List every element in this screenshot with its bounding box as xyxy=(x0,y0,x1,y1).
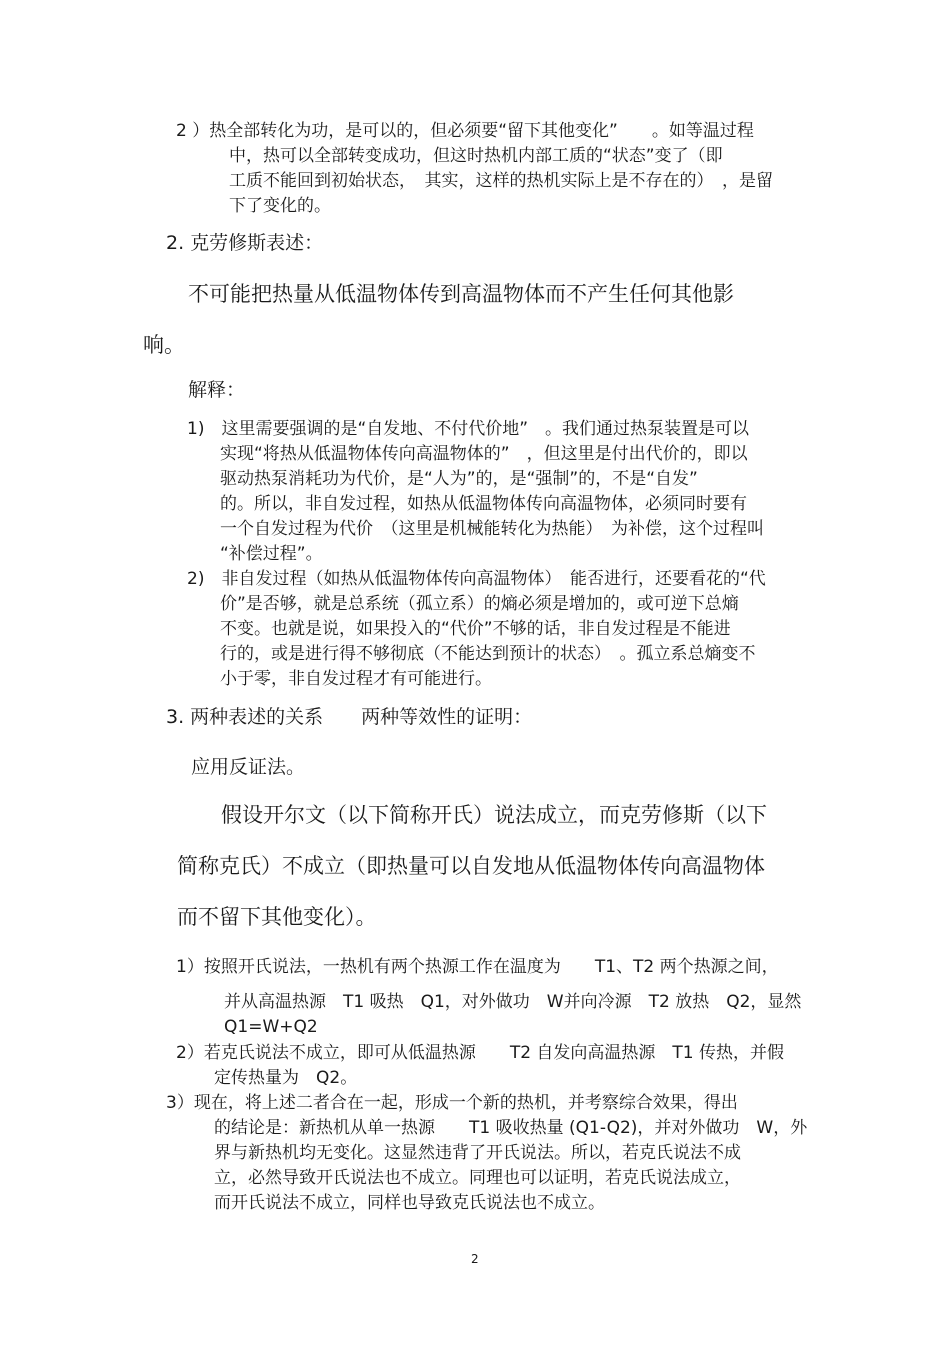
text-line: 实现“将热从低温物体传向高温物体的” ，但这里是付出代价的，即以 xyxy=(220,444,748,464)
text-line: 1) 这里需要强调的是“自发地、不付代价地” 。我们通过热泵装置是可以 xyxy=(187,419,750,439)
text-line: 并从高温热源 T1 吸热 Q1，对外做功 W并向冷源 T2 放热 Q2，显然 xyxy=(224,992,802,1012)
text-line: 下了变化的。 xyxy=(229,196,331,216)
text-line: 应用反证法。 xyxy=(191,756,306,778)
text-line: 2）若克氏说法不成立，即可从低温热源 T2 自发向高温热源 T1 传热，并假 xyxy=(176,1043,785,1063)
subheading: 解释： xyxy=(188,379,246,401)
text-line: 中，热可以全部转变成功，但这时热机内部工质的“状态”变了（即 xyxy=(229,146,723,166)
text-line: 一个自发过程为代价 （这里是机械能转化为热能） 为补偿，这个过程叫 xyxy=(220,519,764,539)
text-line: 行的，或是进行得不够彻底（不能达到预计的状态） 。孤立系总熵变不 xyxy=(220,644,756,664)
text-line: 定传热量为 Q2。 xyxy=(214,1068,358,1088)
text-line: 3）现在，将上述二者合在一起，形成一个新的热机，并考察综合效果，得出 xyxy=(166,1093,738,1113)
text-line: 2 ）热全部转化为功，是可以的，但必须要“留下其他变化” 。如等温过程 xyxy=(176,121,754,141)
text-line: Q1=W+Q2 xyxy=(224,1017,318,1037)
text-line: 小于零，非自发过程才有可能进行。 xyxy=(220,669,492,689)
section-heading: 3. 两种表述的关系 两种等效性的证明： xyxy=(166,706,533,728)
text-line: 不变。也就是说，如果投入的“代价”不够的话，非自发过程是不能进 xyxy=(220,619,731,639)
text-line: “补偿过程”。 xyxy=(220,544,323,564)
text-line: 假设开尔文（以下简称开氏）说法成立，而克劳修斯（以下 xyxy=(221,803,767,827)
text-line: 简称克氏）不成立（即热量可以自发地从低温物体传向高温物体 xyxy=(177,854,765,878)
text-line: 工质不能回到初始状态， 其实，这样的热机实际上是不存在的） ，是留 xyxy=(229,171,773,191)
text-line: 价”是否够，就是总系统（孤立系）的熵必须是增加的，或可逆下总熵 xyxy=(220,594,739,614)
text-line: 而不留下其他变化）。 xyxy=(177,905,377,929)
text-line: 而开氏说法不成立，同样也导致克氏说法也不成立。 xyxy=(214,1193,605,1213)
text-line: 2) 非自发过程（如热从低温物体传向高温物体） 能否进行，还要看花的“代 xyxy=(187,569,766,589)
text-line: 界与新热机均无变化。这显然违背了开氏说法。所以，若克氏说法不成 xyxy=(214,1143,741,1163)
text-line: 驱动热泵消耗功为代价，是“人为”的，是“强制”的，不是“自发” xyxy=(220,469,698,489)
text-line: 立，必然导致开氏说法也不成立。同理也可以证明，若克氏说法成立， xyxy=(214,1168,741,1188)
text-line: 不可能把热量从低温物体传到高温物体而不产生任何其他影 xyxy=(188,282,734,306)
text-line: 的。所以，非自发过程，如热从低温物体传向高温物体，必须同时要有 xyxy=(220,494,747,514)
page-number: 2 xyxy=(471,1252,479,1266)
section-heading: 2. 克劳修斯表述： xyxy=(166,232,324,254)
text-line: 1）按照开氏说法，一热机有两个热源工作在温度为 T1、T2 两个热源之间， xyxy=(176,957,779,977)
text-line: 响。 xyxy=(143,333,185,357)
text-line: 的结论是：新热机从单一热源 T1 吸收热量 (Q1-Q2)，并对外做功 W，外 xyxy=(214,1118,808,1138)
